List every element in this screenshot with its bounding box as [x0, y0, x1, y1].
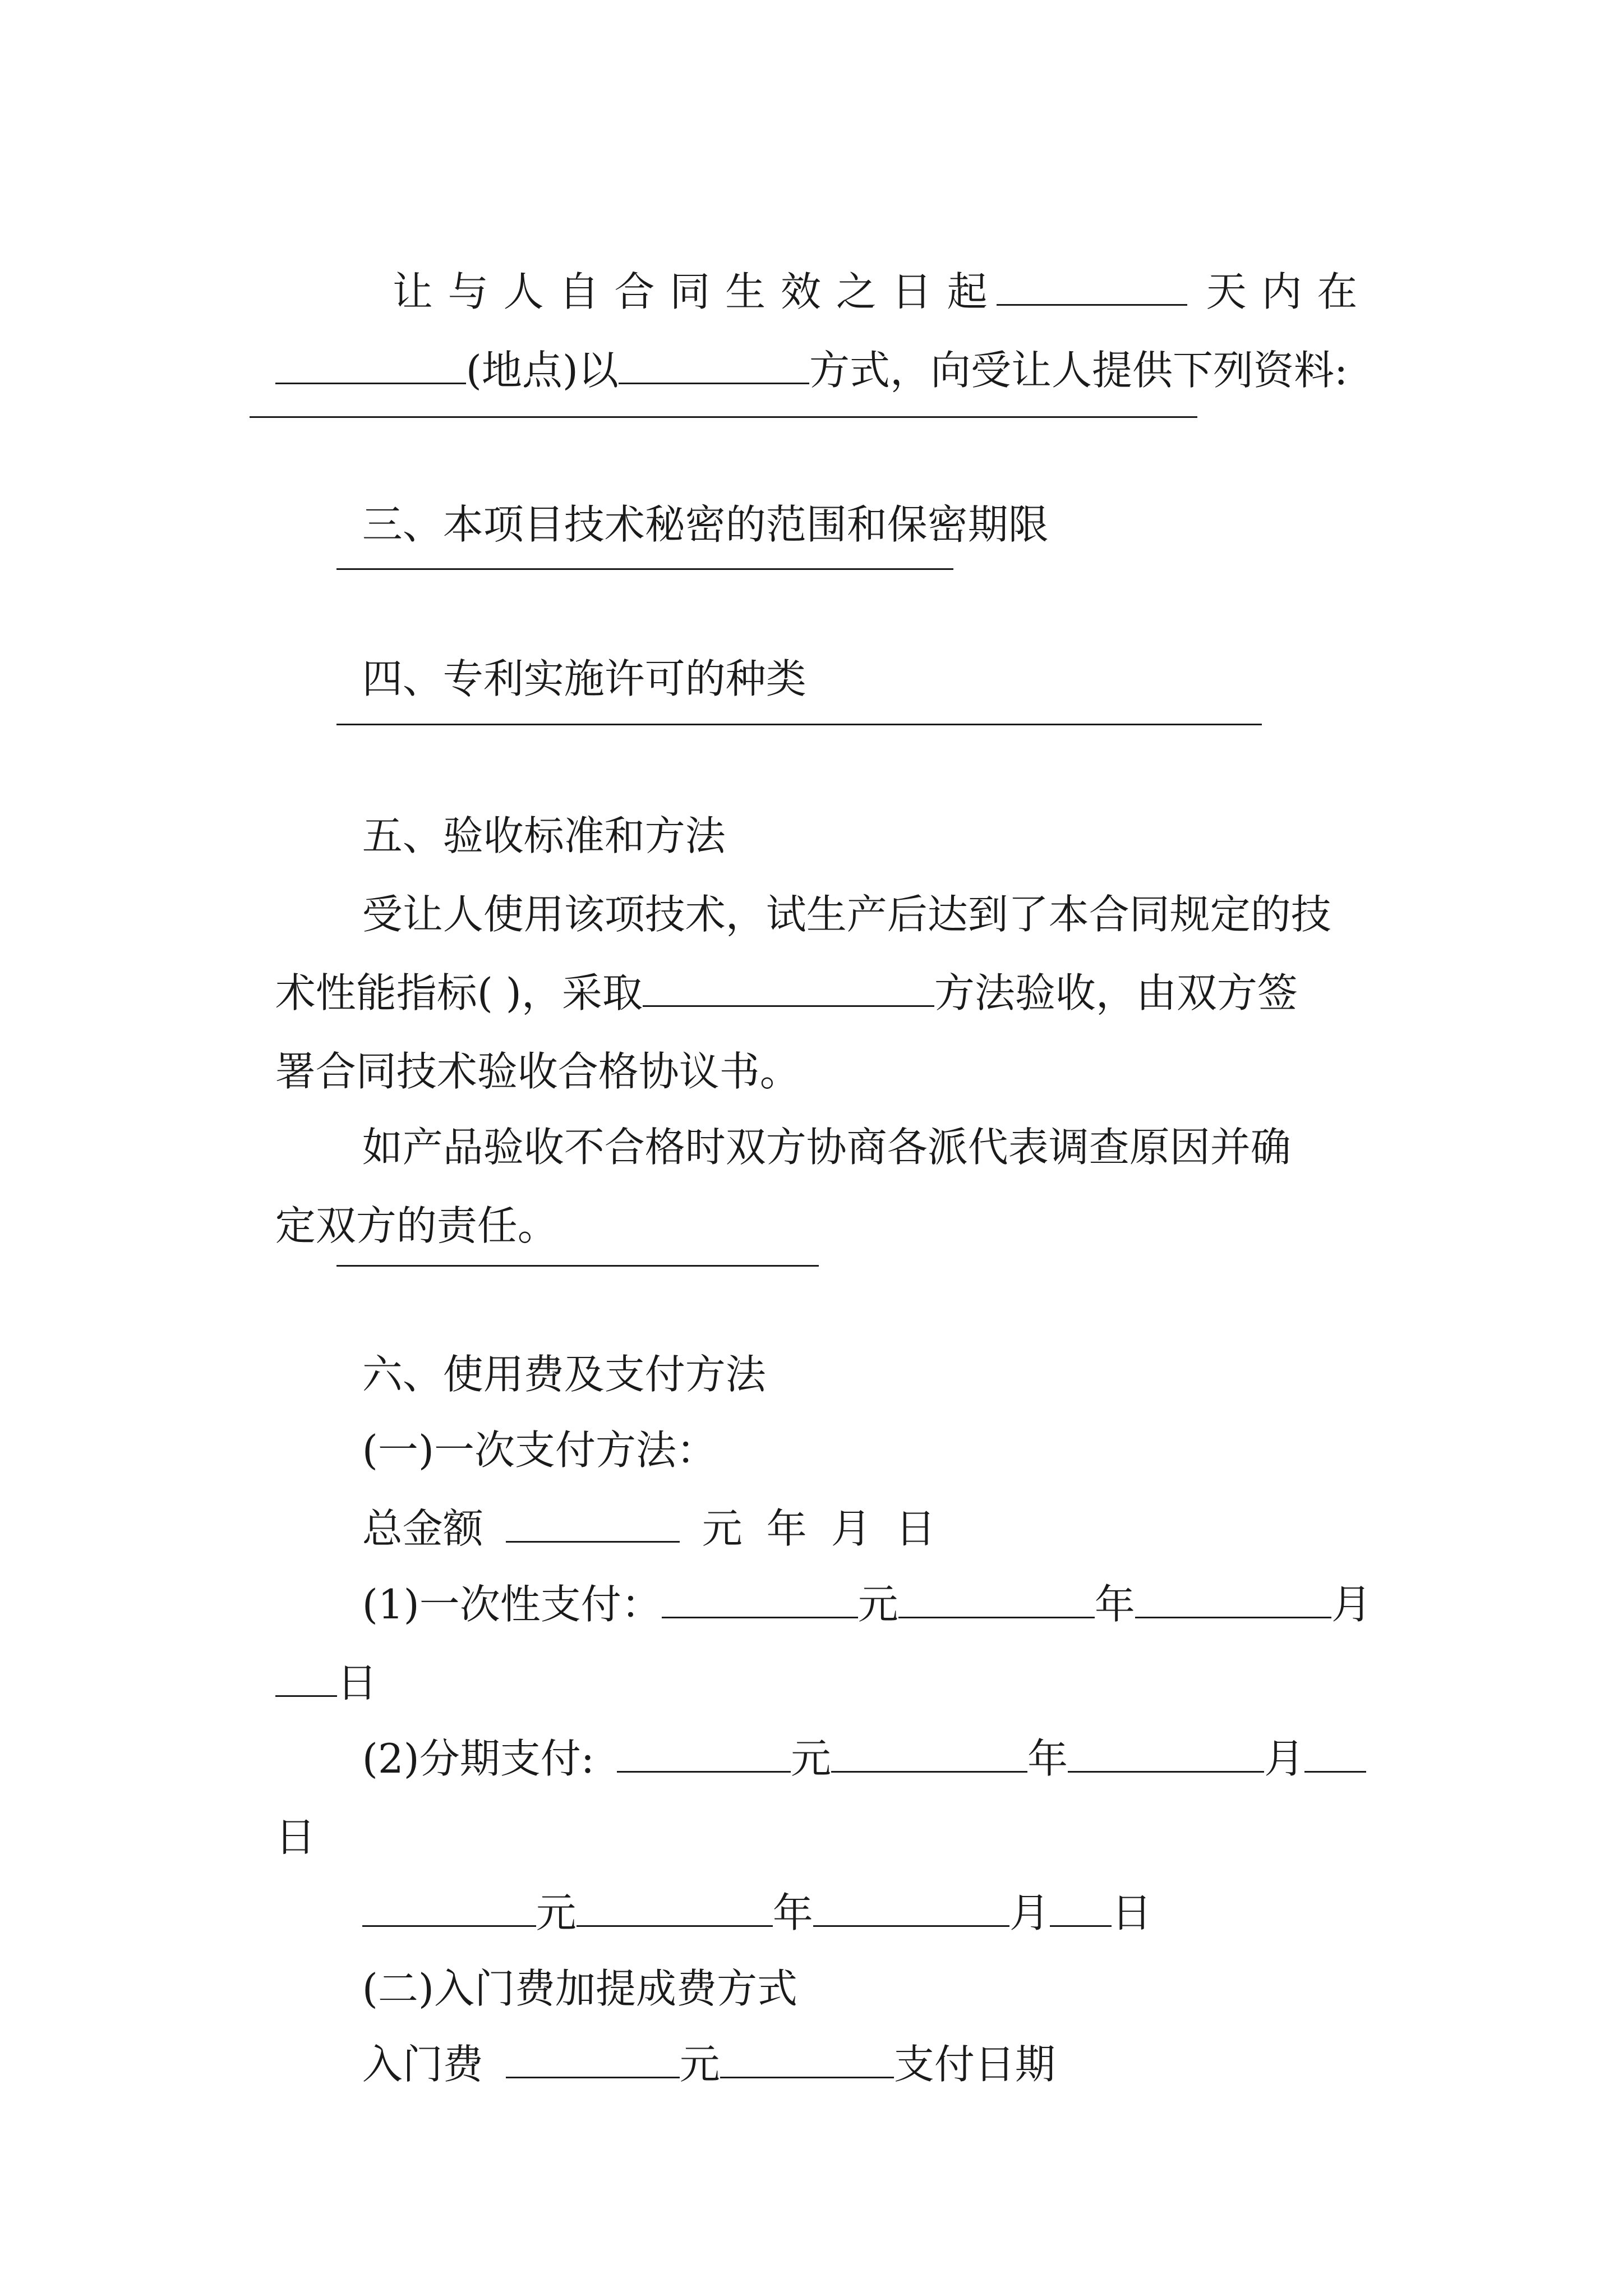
section-heading-3 — [336, 449, 1049, 550]
text: 元 — [679, 2041, 720, 2088]
text: 定双方的责任。 — [275, 1202, 558, 1249]
text: 让 与 人 自 合 同 生 效 之 日 起 — [392, 268, 989, 315]
text: 五、验收标准和方法 — [362, 812, 726, 859]
blank-field — [619, 348, 809, 384]
text: 日 — [336, 1659, 377, 1706]
text: 元 — [857, 1581, 898, 1628]
blank-field — [617, 1736, 791, 1773]
text: 日 — [275, 1814, 316, 1861]
blank-field — [275, 348, 466, 384]
text: 元 — [791, 1735, 832, 1782]
blank-field — [898, 1582, 1095, 1618]
blank-line — [336, 724, 1262, 725]
blank-field — [720, 2042, 894, 2078]
text: 六、使用费及支付方法 — [362, 1351, 766, 1398]
section-heading-4 — [336, 603, 806, 704]
text: 元 年 月 日 — [702, 1505, 942, 1552]
text: 月 — [1264, 1735, 1305, 1782]
text: 年 — [1027, 1735, 1068, 1782]
text: 月 — [1331, 1581, 1372, 1628]
blank-field — [275, 1660, 337, 1697]
text: 天 内 在 — [1206, 268, 1359, 315]
blank-field — [831, 1736, 1027, 1773]
text: 三、本项目技术秘密的范围和保密期限 — [362, 501, 1049, 548]
clause-line-2 — [250, 295, 1348, 395]
text: 总金额 — [362, 1505, 483, 1552]
text: (地点)以 — [465, 347, 619, 394]
entry-fee-line — [336, 1989, 1055, 2090]
text: 支付日期 — [893, 2041, 1055, 2088]
blank-field — [1304, 1736, 1366, 1773]
blank-field — [1068, 1736, 1264, 1773]
text: 月 — [1009, 1889, 1050, 1936]
text: 日 — [1111, 1889, 1152, 1936]
installment-line — [336, 1683, 1366, 1784]
text: 受让人使用该项技术，试生产后达到了本合同规定的技 — [362, 891, 1331, 938]
text: (2)分期支付: — [362, 1735, 595, 1782]
blank-field — [1050, 1890, 1112, 1927]
text: 四、专利实施许可的种类 — [362, 655, 806, 702]
blank-field — [662, 1582, 858, 1618]
installment-line-cont — [250, 1761, 316, 1862]
text: 方法验收，由双方签 — [934, 969, 1298, 1016]
text: 元 — [536, 1889, 577, 1936]
one-time-payment-line — [336, 1529, 1372, 1630]
text: (1)一次性支付： — [362, 1581, 662, 1628]
text: 年 — [772, 1889, 813, 1936]
text: 署合同技术验收合格协议书。 — [275, 1048, 800, 1095]
blank-line — [250, 416, 1197, 418]
text: (二)入门费加提成费方式 — [362, 1965, 797, 2012]
blank-field — [506, 2042, 680, 2078]
text: 年 — [1094, 1581, 1135, 1628]
text: 术性能指标( )，采取 — [275, 969, 643, 1016]
text: 入门费 — [362, 2041, 483, 2088]
paragraph-line — [250, 1150, 558, 1251]
text: 如产品验收不合格时双方协商各派代表调查原因并确 — [362, 1124, 1291, 1171]
text: 方式，向受让人提供下列资料: — [809, 347, 1348, 394]
blank-line — [336, 568, 953, 570]
blank-line — [336, 1265, 819, 1267]
blank-field — [813, 1890, 1009, 1927]
text: (一)一次支付方法： — [362, 1427, 717, 1474]
blank-field — [1135, 1582, 1331, 1618]
